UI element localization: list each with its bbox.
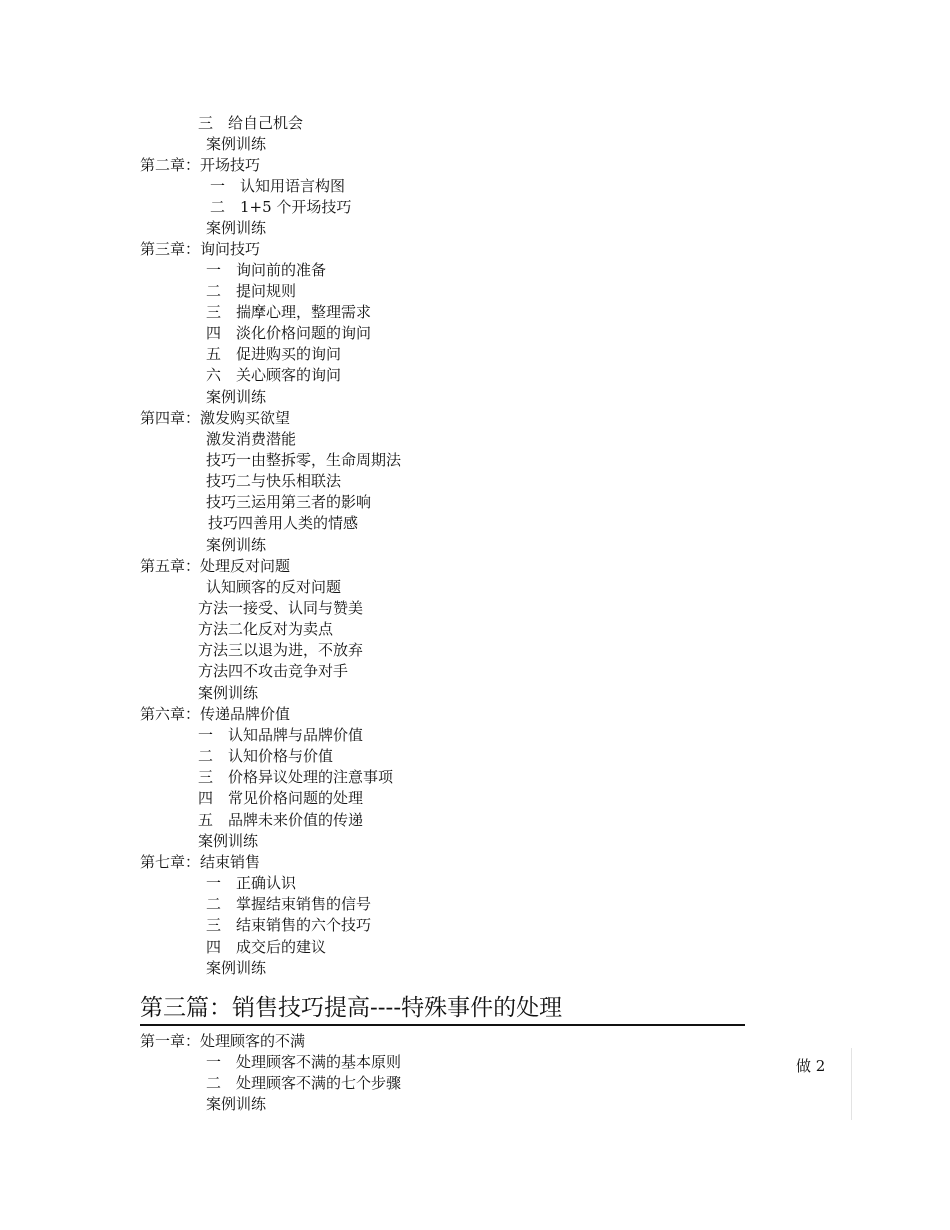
toc-line: 三 揣摩心理，整理需求 [206,303,372,321]
toc-line: 认知顾客的反对问题 [206,578,342,596]
toc-line: 方法四不攻击竞争对手 [198,662,349,680]
toc-line: 方法三以退为进，不放弃 [198,641,364,659]
toc-line: 三 给自己机会 [198,114,304,132]
toc-line: 二 处理顾客不满的七个步骤 [206,1074,402,1092]
toc-line: 五 品牌未来价值的传递 [198,811,364,829]
toc-line: 一 认知用语言构图 [210,177,346,195]
toc-line: 一 正确认识 [206,874,297,892]
chapter-heading: 第四章：激发购买欲望 [140,409,291,427]
chapter-heading: 第七章：结束销售 [140,853,261,871]
toc-line: 技巧一由整拆零，生命周期法 [206,451,402,469]
toc-line: 案例训练 [198,684,259,702]
toc-line: 四 成交后的建议 [206,938,327,956]
toc-line: 案例训练 [198,832,259,850]
toc-line: 二 1+5 个开场技巧 [210,198,352,216]
toc-line: 三 结束销售的六个技巧 [206,916,372,934]
toc-line: 一 认知品牌与品牌价值 [198,726,364,744]
toc-line: 案例训练 [206,959,267,977]
toc-line: 二 掌握结束销售的信号 [206,895,372,913]
toc-line: 技巧二与快乐相联法 [206,472,342,490]
toc-line: 激发消费潜能 [206,430,297,448]
chapter-heading: 第六章：传递品牌价值 [140,705,291,723]
toc-line: 案例训练 [206,1095,267,1113]
toc-line: 三 价格异议处理的注意事项 [198,768,394,786]
margin-note: 做 2 [796,1057,826,1075]
toc-line: 案例训练 [206,536,267,554]
toc-line: 一 询问前的准备 [206,261,327,279]
toc-line: 案例训练 [206,135,267,153]
toc-line: 二 认知价格与价值 [198,747,334,765]
toc-line: 技巧四善用人类的情感 [208,514,359,532]
margin-rule [851,1048,852,1120]
toc-line: 方法一接受、认同与赞美 [198,599,364,617]
toc-line: 四 常见价格问题的处理 [198,789,364,807]
toc-line: 四 淡化价格问题的询问 [206,324,372,342]
chapter-heading: 第三章：询问技巧 [140,240,261,258]
chapter-heading: 第二章：开场技巧 [140,156,261,174]
chapter-heading: 第五章：处理反对问题 [140,557,291,575]
toc-line: 一 处理顾客不满的基本原则 [206,1053,402,1071]
toc-line: 二 提问规则 [206,282,297,300]
toc-line: 方法二化反对为卖点 [198,620,334,638]
part-title: 第三篇：销售技巧提高----特殊事件的处理 [140,995,563,1021]
part-divider [140,1024,745,1026]
chapter-heading: 第一章：处理顾客的不满 [140,1032,306,1050]
toc-line: 六 关心顾客的询问 [206,366,342,384]
toc-line: 五 促进购买的询问 [206,345,342,363]
toc-line: 技巧三运用第三者的影响 [206,493,372,511]
toc-line: 案例训练 [206,388,267,406]
toc-line: 案例训练 [206,219,267,237]
